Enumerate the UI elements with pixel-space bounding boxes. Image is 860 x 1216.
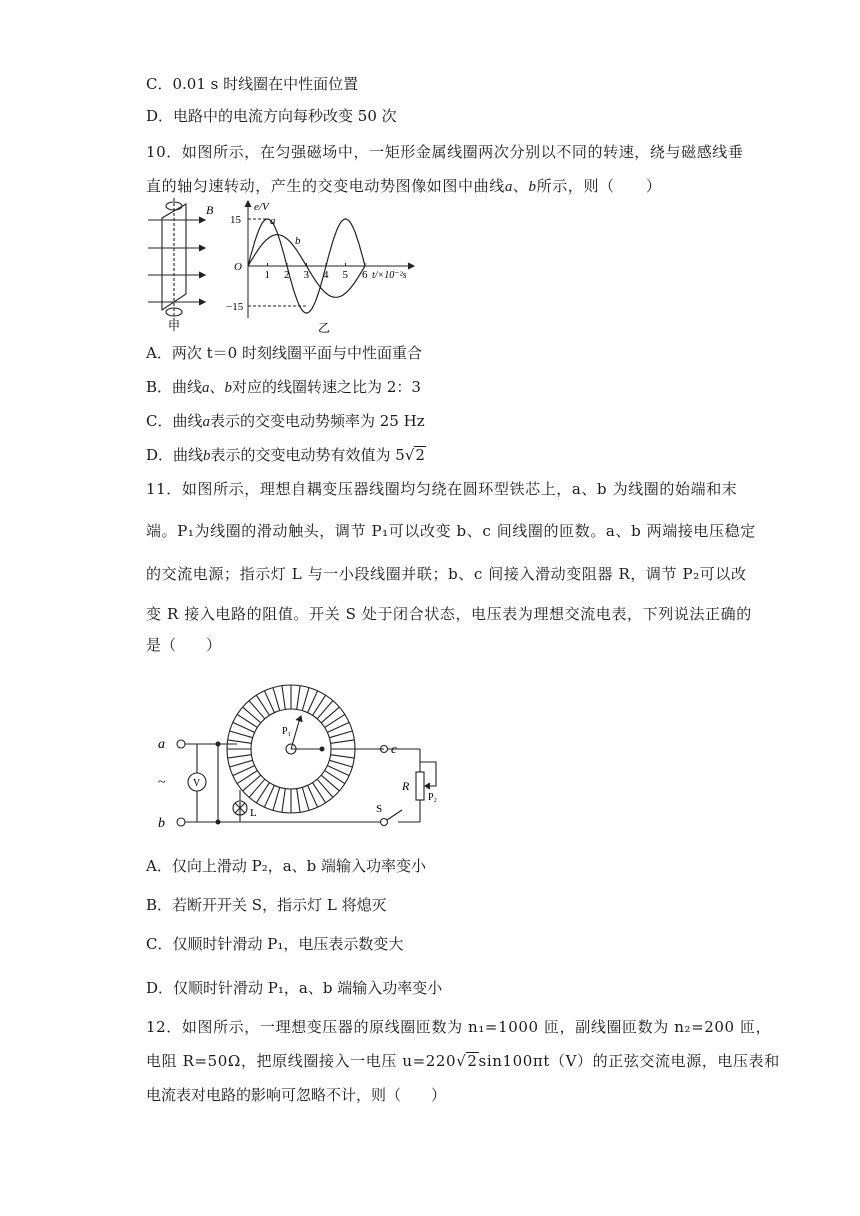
figure-yi-emf-chart [226,200,426,336]
q11-stem-line5: 是（ ） [146,636,222,654]
terminal-c-label: c [391,741,397,756]
coil-winding [249,779,265,797]
sqrt-symbol: √ [404,446,415,464]
x-tick-label: 3 [303,269,309,281]
curve-b-label: b [528,179,537,195]
coil-winding [297,789,300,813]
coil-winding [317,701,333,719]
coil-winding [317,779,333,797]
coil-winding [273,787,280,810]
switch-label: S [376,803,383,815]
coil-winding [331,755,355,758]
q11-option-b: B．若断开开关 S，指示灯 L 将熄灭 [146,896,387,914]
q12-stem-line2: 电阻 R=50Ω，把原线圈接入一电压 u=220√2sin100πt（V）的正弦交流电源，电压表和 [146,1052,780,1070]
q10-option-b: B．曲线a、b对应的线圈转速之比为 2：3 [146,378,421,396]
curve-a-label: a [504,179,513,195]
sqrt-symbol: √ [456,1052,467,1070]
q11-option-d: D．仅顺时针滑动 P₁，a、b 端输入功率变小 [146,979,443,997]
coil-winding [302,787,309,810]
q11-option-c: C．仅顺时针滑动 P₁，电压表示数变大 [146,935,404,953]
x-tick-label: 6 [362,269,368,281]
coil-winding [321,707,339,723]
coil-winding [230,731,253,738]
figure-jia-rotating-coil [144,198,224,334]
q10-option-d: D．曲线b表示的交变电动势有效值为 5√2 [146,446,425,464]
q10-option-a: A．两次 t＝0 时刻线圈平面与中性面重合 [146,344,422,362]
q11-stem-line3: 的交流电源；指示灯 L 与一小段线圈并联；b、c 间接入滑动变阻器 R，调节 P₂可以改 [146,565,747,583]
coil-winding [329,760,352,767]
lamp-label: L [250,807,257,819]
p2-label: P₂ [428,792,438,803]
coil-winding [273,688,280,711]
q12-stem-line3: 电流表对电路的影响可忽略不计，则（ ） [146,1086,447,1104]
q9-option-d: D．电路中的电流方向每秒改变 50 次 [146,107,397,125]
q12-stem-line1: 12．如图所示，一理想变压器的原线圈匝数为 n₁=1000 匝，副线圈匝数为 n₂=200 匝， [146,1018,772,1036]
coil-winding [243,707,261,723]
x-tick-label: 4 [323,269,329,281]
origin-label: O [234,261,242,273]
coil-winding [228,740,252,743]
x-tick-label: 1 [264,269,270,281]
q10-stem-line2: 直的轴匀速转动，产生的交变电动势图像如图中曲线a、b所示，则（ ） [146,177,662,195]
coil-winding [243,775,261,791]
coil-winding [228,755,252,758]
coil-winding [297,686,300,710]
ac-source-symbol: ~ [158,775,166,790]
coil-winding [282,686,285,710]
x-tick-label: 5 [342,269,348,281]
resistor-label: R [402,779,410,793]
series-b-label: b [295,235,301,247]
x-axis-label: t/×10⁻²s [372,270,407,281]
b-field-label: B [206,203,214,217]
x-tick-label: 2 [284,269,290,281]
y-axis-label: e/V [254,201,269,213]
figure-jia-caption: 甲 [167,319,181,333]
voltmeter-label: V [193,778,201,789]
coil-winding [249,701,265,719]
coil-winding [282,789,285,813]
coil-winding [329,731,352,738]
q9-option-c: C．0.01 s 时线圈在中性面位置 [146,75,359,93]
q11-option-a: A．仅向上滑动 P₂，a、b 端输入功率变小 [146,857,427,875]
q10-stem-line1: 10．如图所示，在匀强磁场中，一矩形金属线圈两次分别以不同的转速，绕与磁感线垂 [146,143,744,161]
y-tick-neg15: −15 [226,301,244,313]
q11-stem-line2: 端。P₁为线圈的滑动触头，调节 P₁可以改变 b、c 间线圈的匝数。a、b 两端接电压稳定 [146,522,756,540]
y-tick-15: 15 [230,214,241,226]
terminal-a-label: a [158,737,165,752]
q11-stem-line4: 变 R 接入电路的阻值。开关 S 处于闭合状态，电压表为理想交流电表，下列说法正确的 [146,605,752,623]
coil-winding [321,775,339,791]
figure-autotransformer-circuit [152,672,452,832]
coil-winding [331,740,355,743]
q11-stem-line1: 11．如图所示，理想自耦变压器线圈均匀绕在圆环型铁芯上，a、b 为线圈的始端和末 [146,480,738,498]
q10-option-c: C．曲线a表示的交变电动势频率为 25 Hz [146,412,425,430]
terminal-b-label: b [158,816,165,831]
p1-label: P₁ [282,726,292,737]
figure-yi-caption: 乙 [317,321,331,335]
coil-winding [302,688,309,711]
series-a-label: a [270,215,276,227]
coil-winding [230,760,253,767]
